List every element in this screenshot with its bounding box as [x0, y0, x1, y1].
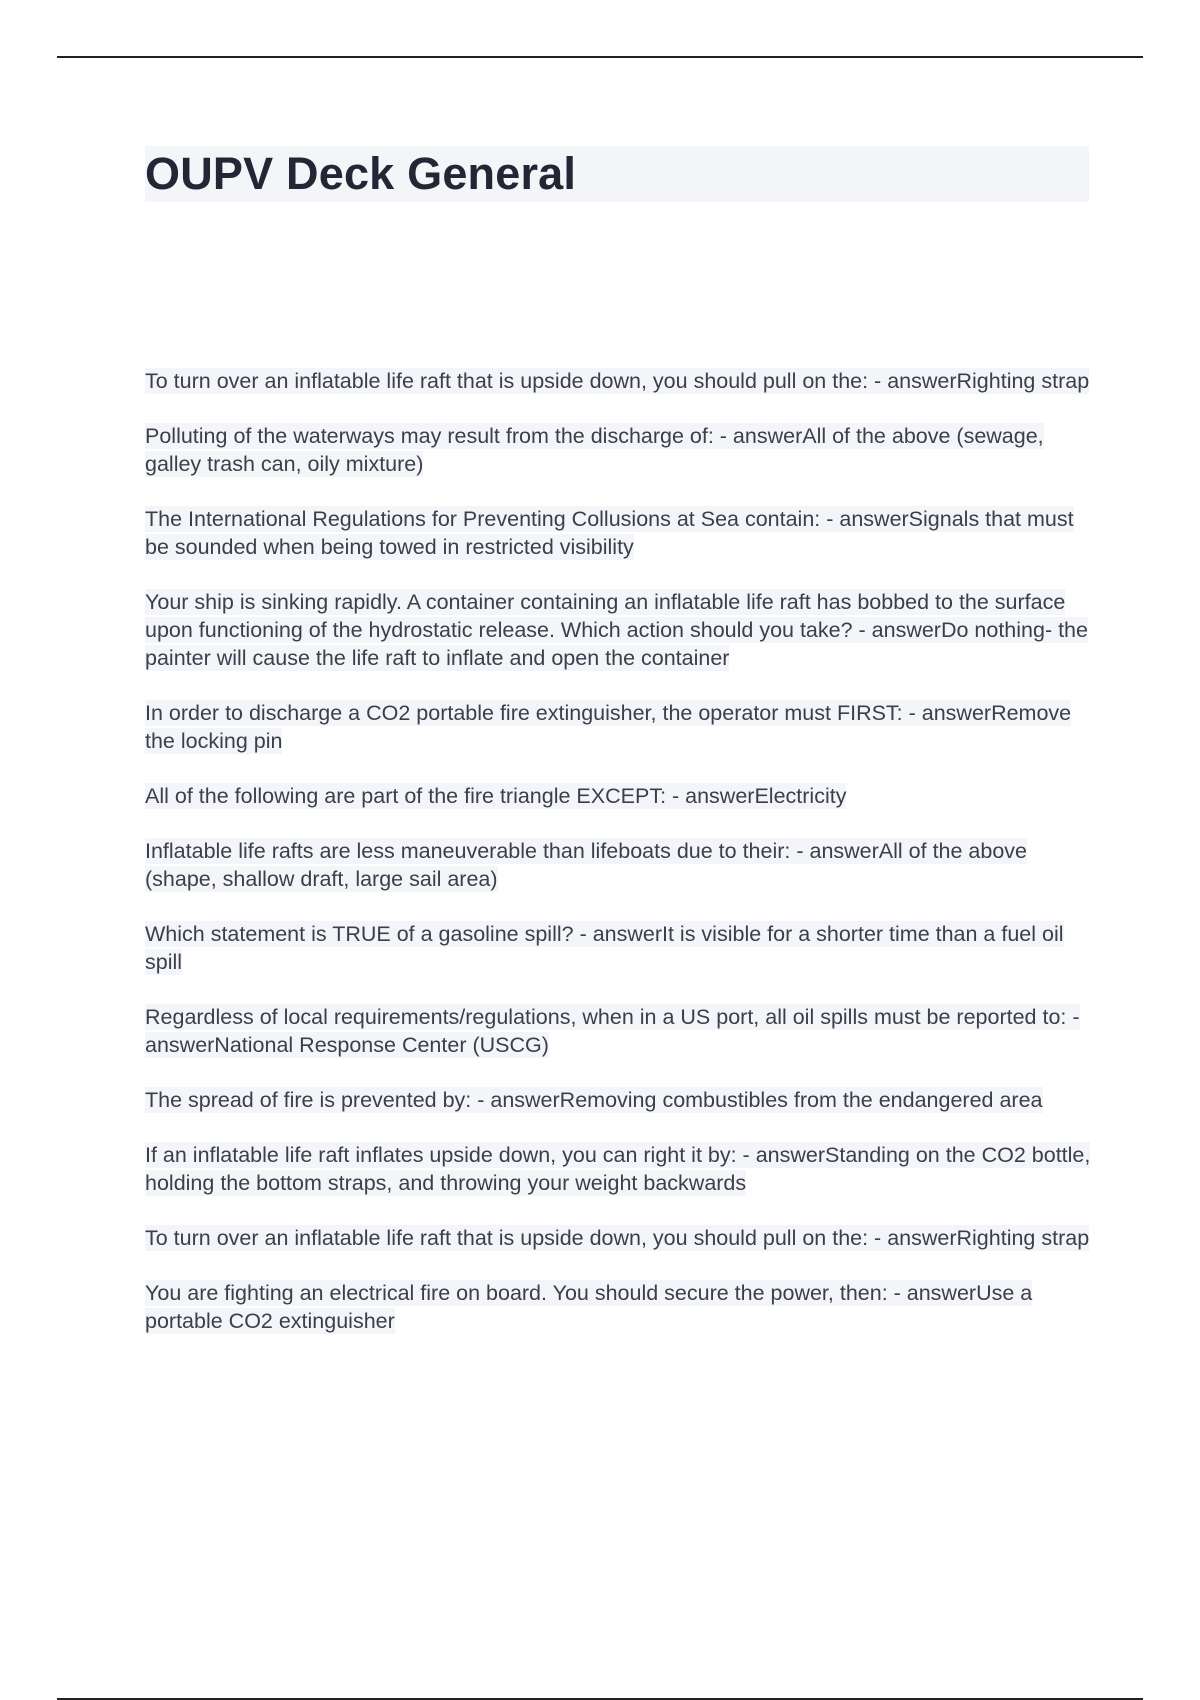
qa-text: If an inflatable life raft inflates upside down, you can right it by: - answerStanding on the CO2 bottle, holding the bottom straps, and throwing your weight backwards [145, 1143, 1091, 1195]
qa-text: Which statement is TRUE of a gasoline spill? - answerIt is visible for a shorter time than a fuel oil spill [145, 922, 1064, 974]
qa-item [145, 1224, 1095, 1252]
qa-item [145, 920, 1095, 976]
qa-item [145, 1141, 1095, 1197]
qa-text: Inflatable life rafts are less maneuverable than lifeboats due to their: - answerAll of the above (shape, shallow draft, large sail area) [145, 839, 1028, 891]
qa-list [145, 367, 1095, 1362]
qa-text: The International Regulations for Preventing Collusions at Sea contain: - answerSignals that must be sounded when being towed in restricted visibility [145, 507, 1074, 559]
qa-text: Regardless of local requirements/regulations, when in a US port, all oil spills must be reported to: - answerNational Response Center (USCG) [145, 1005, 1080, 1057]
qa-item [145, 588, 1095, 672]
qa-item [145, 1279, 1095, 1335]
qa-text: You are fighting an electrical fire on board. You should secure the power, then: - answerUse a portable CO2 extinguisher [145, 1281, 1033, 1333]
qa-item [145, 699, 1095, 755]
qa-item [145, 367, 1095, 395]
qa-text: In order to discharge a CO2 portable fire extinguisher, the operator must FIRST: - answerRemove the locking pin [145, 701, 1072, 753]
qa-text: Your ship is sinking rapidly. A container containing an inflatable life raft has bobbed to the surface upon functioning of the hydrostatic release. Which action should you take? - answerDo nothing- the painter will cause the life raft to inflate and open the container [145, 590, 1088, 670]
qa-text: To turn over an inflatable life raft that is upside down, you should pull on the: - answerRighting strap [145, 1226, 1090, 1250]
qa-item [145, 1003, 1095, 1059]
qa-item [145, 782, 1095, 810]
qa-item [145, 505, 1095, 561]
qa-text: To turn over an inflatable life raft that is upside down, you should pull on the: - answerRighting strap [145, 369, 1090, 393]
qa-item [145, 422, 1095, 478]
qa-text: The spread of fire is prevented by: - answerRemoving combustibles from the endangered area [145, 1088, 1043, 1112]
qa-text: Polluting of the waterways may result from the discharge of: - answerAll of the above (sewage, galley trash can, oily mixture) [145, 424, 1044, 476]
top-rule [57, 56, 1143, 58]
qa-item [145, 1086, 1095, 1114]
qa-item [145, 837, 1095, 893]
qa-text: All of the following are part of the fire triangle EXCEPT: - answerElectricity [145, 784, 847, 808]
document-title: OUPV Deck General [145, 148, 577, 199]
